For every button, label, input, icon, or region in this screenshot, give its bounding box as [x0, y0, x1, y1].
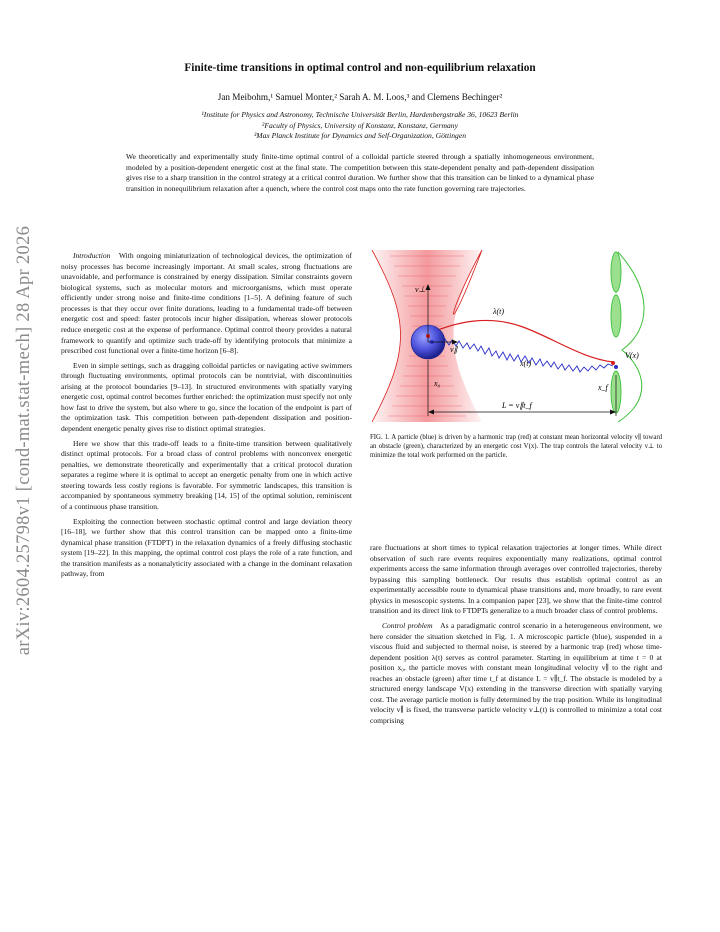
affiliation-3: ³Max Planck Institute for Dynamics and Self-Organization, Göttingen — [253, 131, 467, 140]
label-xf: x_f — [598, 383, 608, 392]
intro-paragraph-3: Here we show that this trade-off leads to a finite-time transition between qualitatively distinct optimal protocols. For a broad class of control problems with nonconvex energetic penalties, we demonstrate theoretically and experimentally that a critical protocol duration separates a regime where it is optimal to accept an energetic penalty from one in which active steering towards less costly regions is favorable. For symmetric landscapes, this transition is accompanied by spontaneous symmetry breaking [14, 15] of the optimal solution, reminiscent of a continuous phase transition. — [61, 438, 352, 511]
figure-1-sketch — [370, 250, 662, 422]
control-problem-paragraph — [370, 621, 662, 727]
right-paragraph-1: rare fluctuations at short times to typical relaxation trajectories at longer times. While direct observation of such rare events requires exponentially many realizations, optimal control experiments access the same information through averages over controlled trajectories, thereby bypassing this sampling bottleneck. Our results thus establish optimal control as an experimentally accessible route to dynamical phase transitions and, more broadly, to rare event physics in mesoscopic systems. In a companion paper [23], we show that the finite-time control transition and its direct link to FTDPTs generalize to a much broader class of control problems. — [370, 543, 662, 616]
intro-paragraph-2: Even in simple settings, such as dragging colloidal particles or navigating active swimmers through fluctuating environments, optimal protocols can be nontrivial, with discontinuities arising at the protocol boundaries [9–13]. In structured environments with spatially varying energetic cost, optimal control becomes further enriched: the optimization must specify not only how fast to drive the system, but also where to go, since the location of the endpoint is part of the optimization task. This competition between path-dependent dissipation and position-dependent energetic penalty gives rise to distinct optimal strategies. — [61, 360, 352, 433]
intro-text-1: With ongoing miniaturization of technological devices, the optimization of noisy processes has become increasingly important. At small scales, strong fluctuations are unavoidable, and performance is constrained by energy dissipation. Similar constraints govern biological systems, such as molecular motors and microorganisms, which must operate efficiently under strong noise and finite-time conditions [1–5]. A defining feature of such processes is that they occur over finite durations, leading to a fundamental trade-off between energetic cost and speed: faster protocols incur higher dissipation, whereas slower protocols reduce energetic cost at the expense of performance. Optimal control theory provides a natural framework to quantify and optimize such trade-off by identifying protocols that minimize a prescribed cost functional over a finite-time horizon [6–8]. — [61, 251, 352, 356]
figure-1-caption: FIG. 1. A particle (blue) is driven by a harmonic trap (red) at constant mean horizontal velocity v∥ toward an obstacle (green), characterized by an energetic cost V(x). The trap controls the lateral velocity v⊥ to minimize the total work performed on the particle. — [370, 434, 662, 460]
intro-paragraph-1 — [61, 251, 352, 357]
label-x-t: x(t) — [520, 359, 532, 368]
label-L: L = v∥t_f — [502, 401, 532, 410]
label-v-par: v∥ — [450, 345, 458, 354]
affiliation-2: ²Faculty of Physics, University of Konstanz, Konstanz, Germany — [262, 120, 458, 130]
control-problem-text: As a paradigmatic control scenario in a heterogeneous environment, we here consider the situation sketched in Fig. 1. A microscopic particle (blue), suspended in a viscous fluid and subjected to thermal noise, is steered by a harmonic trap (red) whose time-dependent position λ(t) serves as control parameter. Starting in equilibrium at time t = 0 at position x₀, the particle moves with constant mean longitudinal velocity v∥ to the right and reaches an obstacle (green) after time t_f at distance L = v∥t_f. The obstacle is modeled by a structured energy landscape V(x) extending in the transverse direction with spatially varying cost. The average particle motion is fully determined by the trap position. While its longitudinal velocity v∥ is fixed, the transverse particle velocity v⊥(t) is controlled to minimize a total cost comprising — [370, 620, 662, 725]
abstract: We theoretically and experimentally study finite-time optimal control of a colloidal particle steered through a spatially inhomogeneous environment, modeled by a position-dependent energetic cost at the final state. The competition between this state-dependent penalty and path-dependent dissipation gives rise to a sharp transition in the control strategy at a critical control duration. We further show that this transition can be linked to a dynamical phase transition in nonequilibrium relaxation after a quench, where the control cost maps onto the rate function governing rare trajectories. — [126, 152, 594, 193]
label-x0: x₀ — [434, 379, 441, 388]
section-heading-control-problem: Control problem — [382, 620, 433, 630]
right-column — [370, 543, 662, 727]
paper-title: Finite-time transitions in optimal control and non-equilibrium relaxation — [184, 62, 536, 74]
affiliation-1: ¹Institute for Physics and Astronomy, Technische Universität Berlin, Hardenbergstraße 36, 10623 Berlin — [201, 110, 519, 119]
label-V-x: V(x) — [625, 351, 639, 360]
label-lambda: λ(t) — [493, 307, 505, 316]
trap-end-marker — [611, 361, 615, 365]
figure-1 — [370, 250, 662, 422]
author-list: Jan Meibohm,¹ Samuel Monter,² Sarah A. M. Loos,³ and Clemens Bechinger² — [217, 92, 503, 102]
particle-end-marker — [614, 365, 618, 369]
section-heading-introduction: Introduction — [73, 251, 111, 260]
arxiv-id-text: arXiv:2604.25798v1 [cond-mat.stat-mech] 28 Apr 2026 — [14, 225, 35, 655]
label-v-perp: v⊥ — [415, 285, 426, 294]
arxiv-identifier — [2, 190, 48, 690]
intro-paragraph-4: Exploiting the connection between stochastic optimal control and large deviation theory [16–18], we further show that this control transition can be mapped onto a finite-time dynamical phase transition (FTDPT) in the relaxation dynamics of a freely diffusing stochastic system [19–22]. In this mapping, the optimal control cost plays the role of a rate function, and the transition manifests as a nonanalyticity associated with a change in the dominant relaxation pathway, from — [61, 516, 352, 579]
left-column — [61, 251, 352, 580]
